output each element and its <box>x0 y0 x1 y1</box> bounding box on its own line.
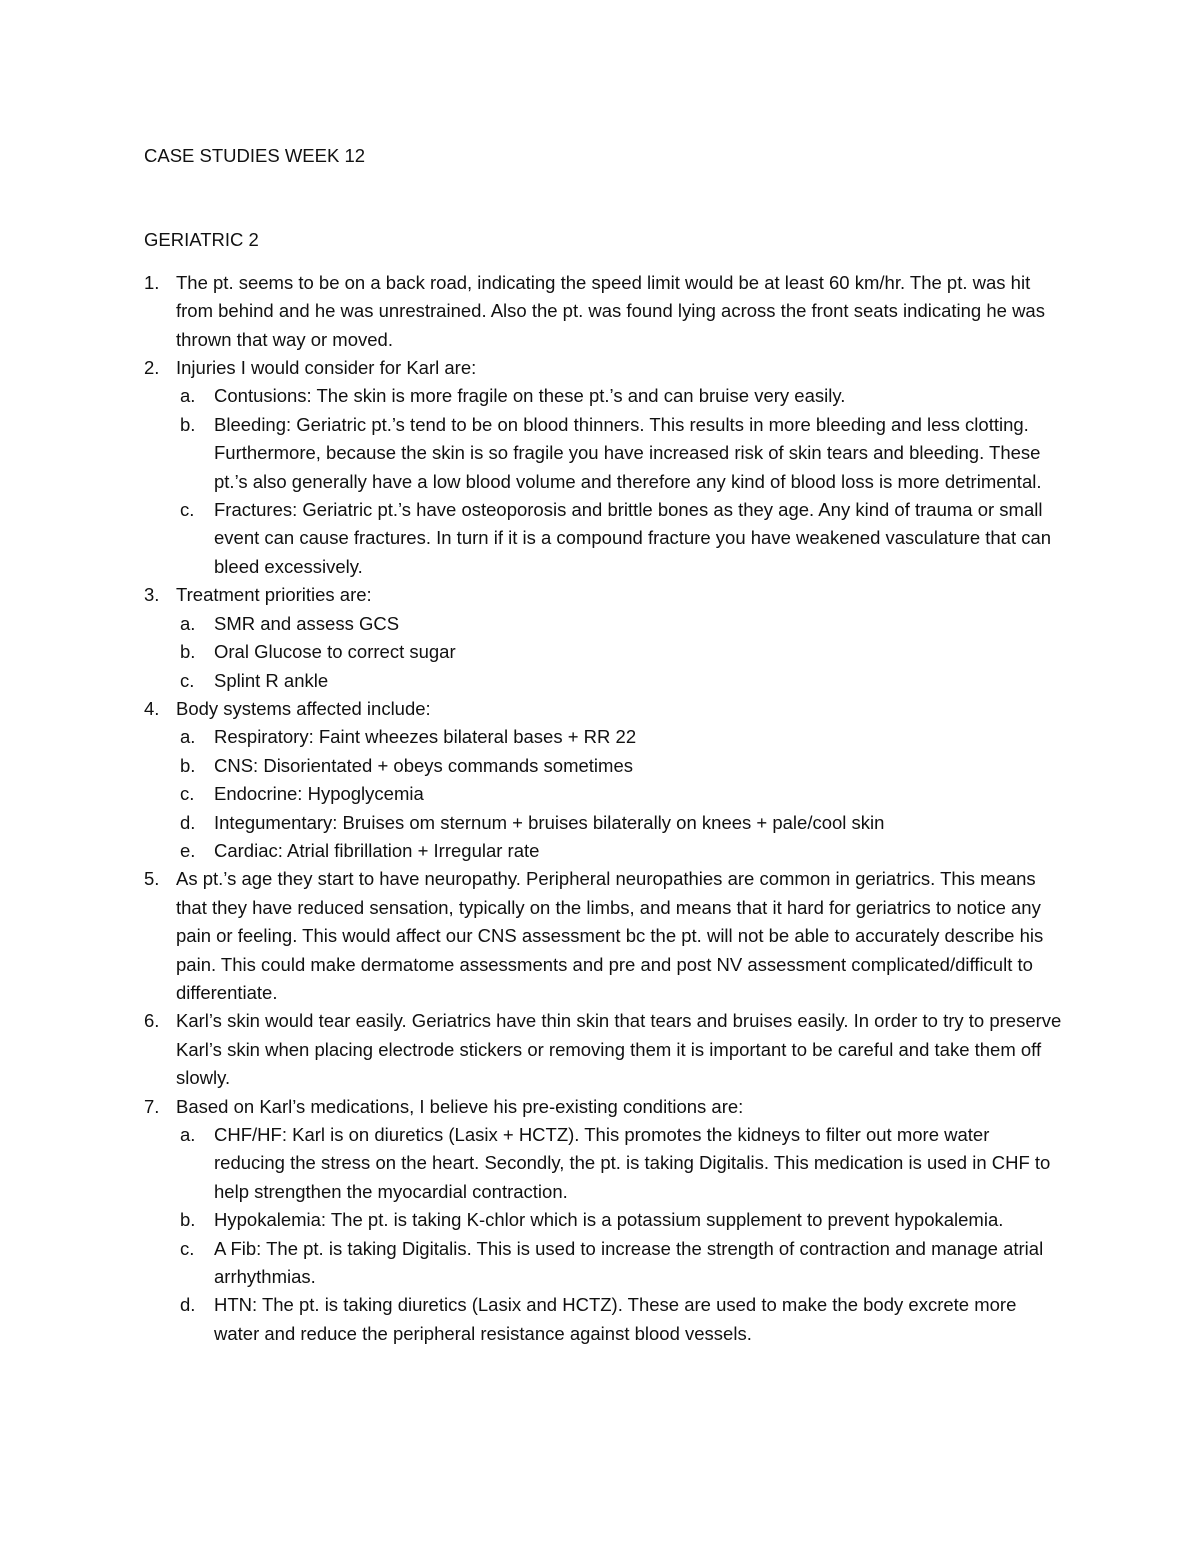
list-item <box>144 354 1064 382</box>
list-item <box>144 1007 1064 1092</box>
item-number: 1. <box>144 271 160 293</box>
item-number: 2. <box>144 357 160 379</box>
sub-list-item <box>180 723 1064 751</box>
item-text: Karl’s skin would tear easily. Geriatrics have thin skin that tears and bruises easily. In order to try to preserve Karl’s skin when placing electrode stickers or removing them it is important to be careful and take them off slowly. <box>176 1010 1062 1089</box>
sub-item-letter: d. <box>180 811 196 833</box>
sub-list-item <box>180 411 1064 496</box>
sub-list-item <box>180 780 1064 808</box>
list-item <box>144 581 1064 609</box>
item-number: 4. <box>144 697 160 719</box>
item-text: The pt. seems to be on a back road, indicating the speed limit would be at least 60 km/hr. The pt. was hit from behind and he was unrestrained. Also the pt. was found lying across the front seats indicating he was thrown that way or moved. <box>176 271 1045 350</box>
sub-item-text: Respiratory: Faint wheezes bilateral bases + RR 22 <box>214 726 637 748</box>
sub-item-letter: d. <box>180 1294 196 1316</box>
item-text: As pt.’s age they start to have neuropathy. Peripheral neuropathies are common in geriatrics. This means that they have reduced sensation, typically on the limbs, and means that it hard for geriatrics to notice any pain or feeling. This would affect our CNS assessment bc the pt. will not be able to accurately describe his pain. This could make dermatome assessments and pre and post NV assessment complicated/difficult to differentiate. <box>176 868 1044 1003</box>
sub-item-text: Hypokalemia: The pt. is taking K-chlor which is a potassium supplement to prevent hypokalemia. <box>214 1209 1004 1231</box>
sub-item-text: Oral Glucose to correct sugar <box>214 641 456 663</box>
sub-item-letter: b. <box>180 641 196 663</box>
sub-item-letter: c. <box>180 669 195 691</box>
list-item <box>144 1093 1064 1121</box>
sub-item-text: Endocrine: Hypoglycemia <box>214 783 424 805</box>
item-text: Body systems affected include: <box>176 697 431 719</box>
sub-item-letter: e. <box>180 839 196 861</box>
sub-item-letter: b. <box>180 754 196 776</box>
sub-item-text: Splint R ankle <box>214 669 329 691</box>
item-number: 6. <box>144 1010 160 1032</box>
sub-list-item <box>180 837 1064 865</box>
sub-item-text: Fractures: Geriatric pt.’s have osteoporosis and brittle bones as they age. Any kind of trauma or small event can cause fractures. In turn if it is a compound fracture you have weakened vasculature that can bleed excessively. <box>214 499 1052 577</box>
sub-list-item <box>180 496 1064 581</box>
sub-item-letter: a. <box>180 1124 196 1145</box>
list-item <box>144 695 1064 723</box>
sub-item-letter: c. <box>180 1237 195 1259</box>
item-number: 7. <box>144 1095 160 1117</box>
item-text: Treatment priorities are: <box>176 584 372 606</box>
document-body <box>144 142 1064 1348</box>
sub-item-letter: c. <box>180 499 195 521</box>
item-number: 5. <box>144 868 160 890</box>
list-item <box>144 269 1064 354</box>
item-text: Based on Karl’s medications, I believe his pre-existing conditions are: <box>176 1095 744 1117</box>
sub-item-text: A Fib: The pt. is taking Digitalis. This is used to increase the strength of contraction and manage atrial arrhythmias. <box>214 1237 1044 1288</box>
sub-item-letter: c. <box>180 783 195 805</box>
sub-item-letter: b. <box>180 1209 196 1231</box>
sub-item-text: CNS: Disorientated + obeys commands sometimes <box>214 754 633 776</box>
item-number: 3. <box>144 584 160 606</box>
sub-list-item <box>180 752 1064 780</box>
sub-item-letter: a. <box>180 726 196 748</box>
sub-list-item <box>180 1291 1064 1348</box>
sub-list-item <box>180 1121 1064 1206</box>
sub-list-item <box>180 809 1064 837</box>
sub-list-item <box>180 1206 1064 1234</box>
section-title: GERIATRIC 2 <box>144 229 259 251</box>
sub-item-letter: a. <box>180 612 196 634</box>
list-item <box>144 865 1064 1007</box>
numbered-list <box>144 269 1064 1348</box>
item-text: Injuries I would consider for Karl are: <box>176 357 477 379</box>
sub-list-item <box>180 382 1064 410</box>
sub-item-text: Bleeding: Geriatric pt.’s tend to be on blood thinners. This results in more bleeding and less clotting. Furthermore, because the skin is so fragile you have increased risk of skin tears and bleeding. These pt.’s also generally have a low blood volume and therefore any kind of blood loss is more detrimental. <box>214 413 1042 492</box>
sub-item-text: SMR and assess GCS <box>214 612 400 634</box>
sub-item-letter: a. <box>180 385 196 407</box>
sub-list-item <box>180 667 1064 695</box>
sub-item-text: HTN: The pt. is taking diuretics (Lasix and HCTZ). These are used to make the body excrete more water and reduce the peripheral resistance against blood vessels. <box>214 1294 1017 1344</box>
sub-item-letter: b. <box>180 413 196 435</box>
sub-list-item <box>180 638 1064 666</box>
document-title: CASE STUDIES WEEK 12 <box>144 145 366 166</box>
sub-item-text: CHF/HF: Karl is on diuretics (Lasix + HCTZ). This promotes the kidneys to filter out more water reducing the stress on the heart. Secondly, the pt. is taking Digitalis. This medication is used in CHF to help strengthen the myocardial contraction. <box>214 1124 1051 1202</box>
sub-item-text: Integumentary: Bruises om sternum + bruises bilaterally on knees + pale/cool skin <box>214 811 885 833</box>
sub-item-text: Contusions: The skin is more fragile on these pt.’s and can bruise very easily. <box>214 385 846 407</box>
sub-list-item <box>180 1235 1064 1292</box>
sub-item-text: Cardiac: Atrial fibrillation + Irregular rate <box>214 839 540 861</box>
sub-list-item <box>180 610 1064 638</box>
